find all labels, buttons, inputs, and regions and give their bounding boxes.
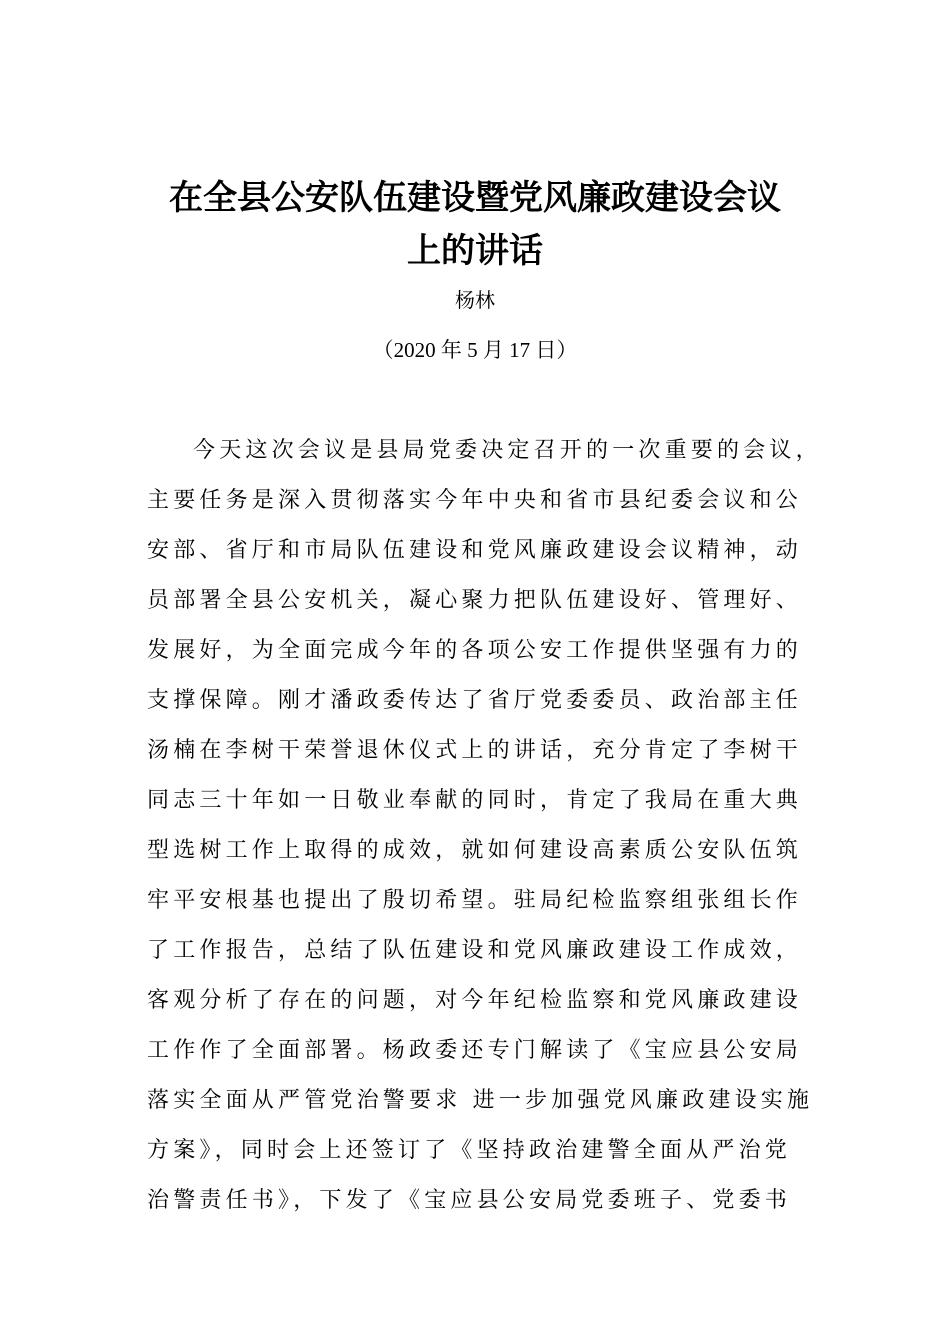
body-line: 治警责任书》，下发了《宝应县公安局党委班子、党委书 bbox=[147, 1188, 792, 1213]
body-line: 员部署全县公安机关，凝心聚力把队伍建设好、管理好、 bbox=[147, 588, 803, 613]
body-line: 主要任务是深入贯彻落实今年中央和省市县纪委会议和公 bbox=[147, 488, 803, 513]
body-line: 汤楠在李树干荣誉退休仪式上的讲话，充分肯定了李树干 bbox=[147, 738, 803, 763]
body-line: 客观分析了存在的问题，对今年纪检监察和党风廉政建设 bbox=[147, 988, 803, 1013]
author-name: 杨林 bbox=[455, 288, 495, 312]
body-line: 工作作了全面部署。杨政委还专门解读了《宝应县公安局 bbox=[147, 1038, 803, 1063]
body-paragraph bbox=[147, 426, 837, 1226]
body-line: 今天这次会议是县局党委决定召开的一次重要的会议， bbox=[193, 438, 822, 463]
title-line: 在全县公安队伍建设暨党风廉政建设会议 bbox=[169, 178, 781, 218]
body-line: 了工作报告，总结了队伍建设和党风廉政建设工作成效， bbox=[147, 938, 803, 963]
title-line: 上的讲话 bbox=[407, 231, 543, 271]
body-line: 牢平安根基也提出了殷切希望。驻局纪检监察组张组长作 bbox=[147, 888, 803, 913]
body-line: 发展好，为全面完成今年的各项公安工作提供坚强有力的 bbox=[147, 638, 803, 663]
body-line: 同志三十年如一日敬业奉献的同时，肯定了我局在重大典 bbox=[147, 788, 803, 813]
body-line: 落实全面从严管党治警要求 进一步加强党风廉政建设实施 bbox=[147, 1088, 814, 1113]
document-title bbox=[145, 172, 805, 278]
body-line: 型选树工作上取得的成效，就如何建设高素质公安队伍筑 bbox=[147, 838, 803, 863]
body-line: 方案》，同时会上还签订了《坚持政治建警全面从严治党 bbox=[147, 1138, 792, 1163]
speech-date: （2020 年 5 月 17 日） bbox=[372, 338, 578, 362]
body-line: 支撑保障。刚才潘政委传达了省厅党委委员、政治部主任 bbox=[147, 688, 803, 713]
body-line: 安部、省厅和市局队伍建设和党风廉政建设会议精神，动 bbox=[147, 538, 803, 563]
